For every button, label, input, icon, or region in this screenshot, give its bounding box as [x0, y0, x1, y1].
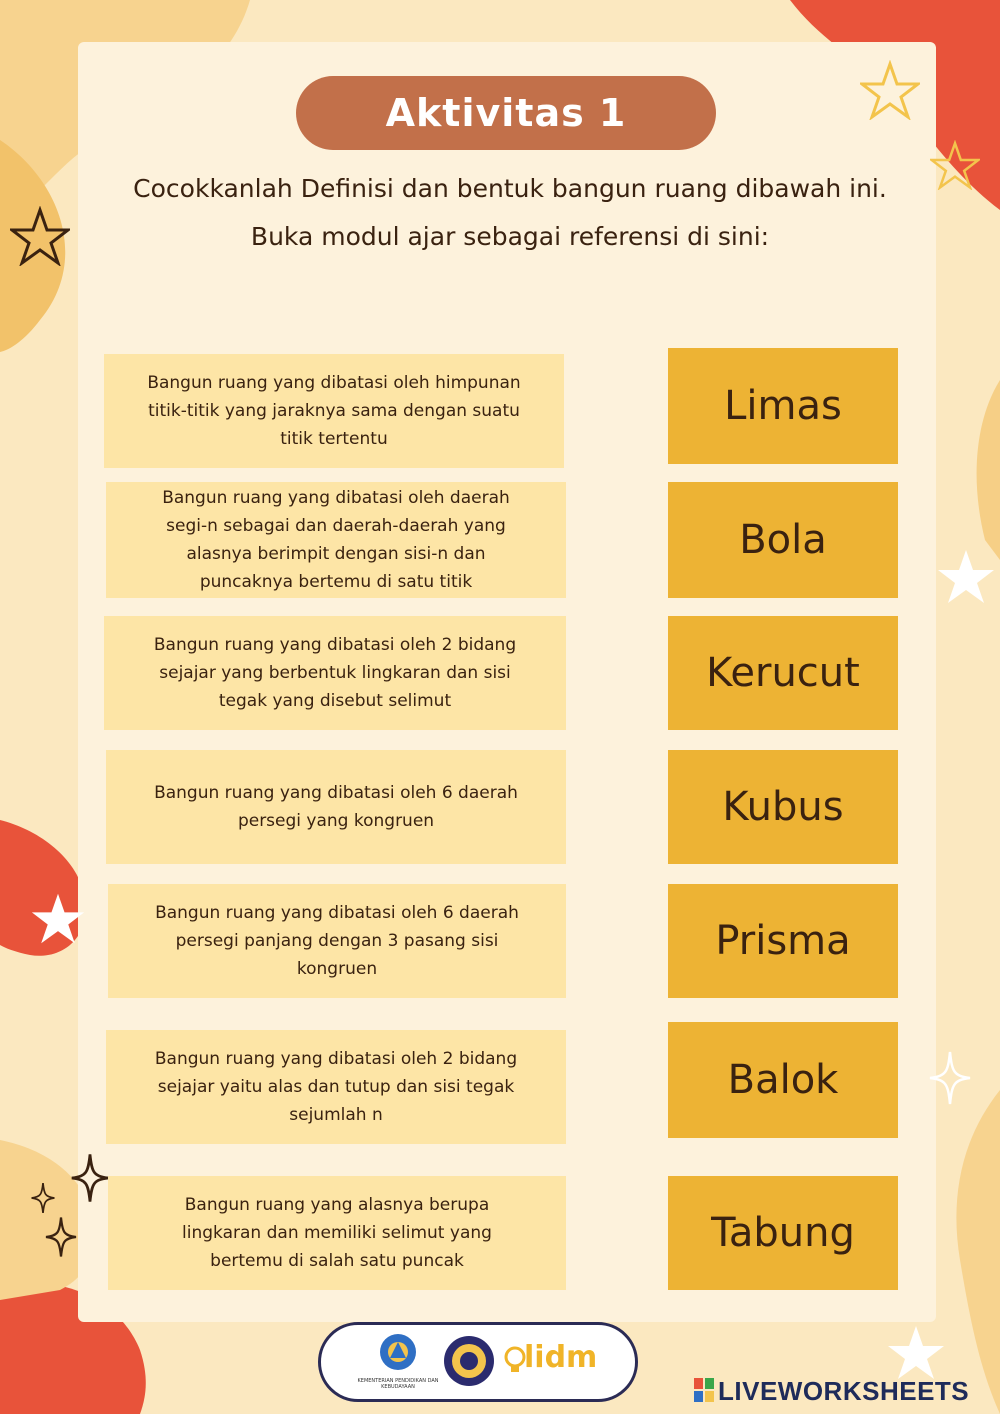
star-icon — [936, 546, 996, 606]
ministry-logo-icon — [376, 1332, 420, 1372]
term-label: Balok — [727, 1057, 839, 1103]
term-label: Tabung — [711, 1210, 855, 1256]
term-card[interactable] — [668, 750, 898, 864]
term-card[interactable] — [668, 1022, 898, 1138]
term-label: Kubus — [722, 784, 844, 830]
lidm-bulb-icon — [504, 1346, 526, 1376]
definition-card[interactable] — [108, 884, 566, 998]
definition-card[interactable] — [104, 354, 564, 468]
definition-card[interactable] — [108, 1176, 566, 1290]
instruction-line-1: Cocokkanlah Definisi dan bentuk bangun ruang dibawah ini. — [133, 174, 887, 203]
definition-text: Bangun ruang yang dibatasi oleh 2 bidang sejajar yang berbentuk lingkaran dan sisi tegak yang disebut selimut — [153, 635, 517, 711]
title-text: Aktivitas 1 — [385, 91, 627, 135]
sparkle-icon — [30, 1182, 56, 1214]
term-label: Bola — [739, 517, 827, 563]
star-icon — [860, 60, 920, 120]
star-icon — [10, 206, 70, 266]
sparkle-icon — [44, 1216, 78, 1258]
term-card[interactable] — [668, 884, 898, 998]
definition-text: Bangun ruang yang dibatasi oleh daerah segi-n sebagai dan daerah-daerah yang alasnya berimpit dengan sisi-n dan puncaknya bertemu di satu titik — [162, 488, 510, 592]
definition-card[interactable] — [106, 482, 566, 598]
term-card[interactable] — [668, 1176, 898, 1290]
page-title — [296, 76, 716, 150]
ministry-text: KEMENTERIAN PENDIDIKAN DAN KEBUDAYAAN — [357, 1378, 439, 1390]
term-card[interactable] — [668, 482, 898, 598]
term-label: Kerucut — [706, 650, 860, 696]
term-label: Prisma — [715, 918, 851, 964]
definition-text: Bangun ruang yang dibatasi oleh 6 daerah persegi yang kongruen — [154, 783, 518, 831]
term-card[interactable] — [668, 616, 898, 730]
definition-text: Bangun ruang yang dibatasi oleh 6 daerah persegi panjang dengan 3 pasang sisi kongruen — [155, 903, 519, 979]
sparkle-icon — [70, 1150, 110, 1206]
definition-text: Bangun ruang yang alasnya berupa lingkaran dan memiliki selimut yang bertemu di salah satu puncak — [182, 1195, 492, 1271]
definition-text: Bangun ruang yang dibatasi oleh 2 bidang sejajar yaitu alas dan tutup dan sisi tegak sejumlah n — [154, 1049, 518, 1125]
star-icon — [886, 1322, 946, 1382]
definition-text: Bangun ruang yang dibatasi oleh himpunan titik-titik yang jaraknya sama dengan suatu titik tertentu — [147, 373, 521, 449]
definition-card[interactable] — [104, 616, 566, 730]
star-icon — [30, 890, 86, 946]
liveworksheets-logo-icon — [694, 1378, 714, 1402]
university-seal-icon — [442, 1334, 496, 1388]
star-icon — [930, 140, 980, 190]
instruction-line-2: Buka modul ajar sebagai referensi di sini: — [250, 222, 770, 251]
term-card[interactable] — [668, 348, 898, 464]
term-label: Limas — [724, 383, 842, 429]
definition-card[interactable] — [106, 750, 566, 864]
sparkle-icon — [928, 1050, 972, 1106]
lidm-logo-text: lidm — [524, 1340, 598, 1375]
liveworksheets-watermark: LIVEWORKSHEETS — [718, 1376, 970, 1406]
definition-card[interactable] — [106, 1030, 566, 1144]
